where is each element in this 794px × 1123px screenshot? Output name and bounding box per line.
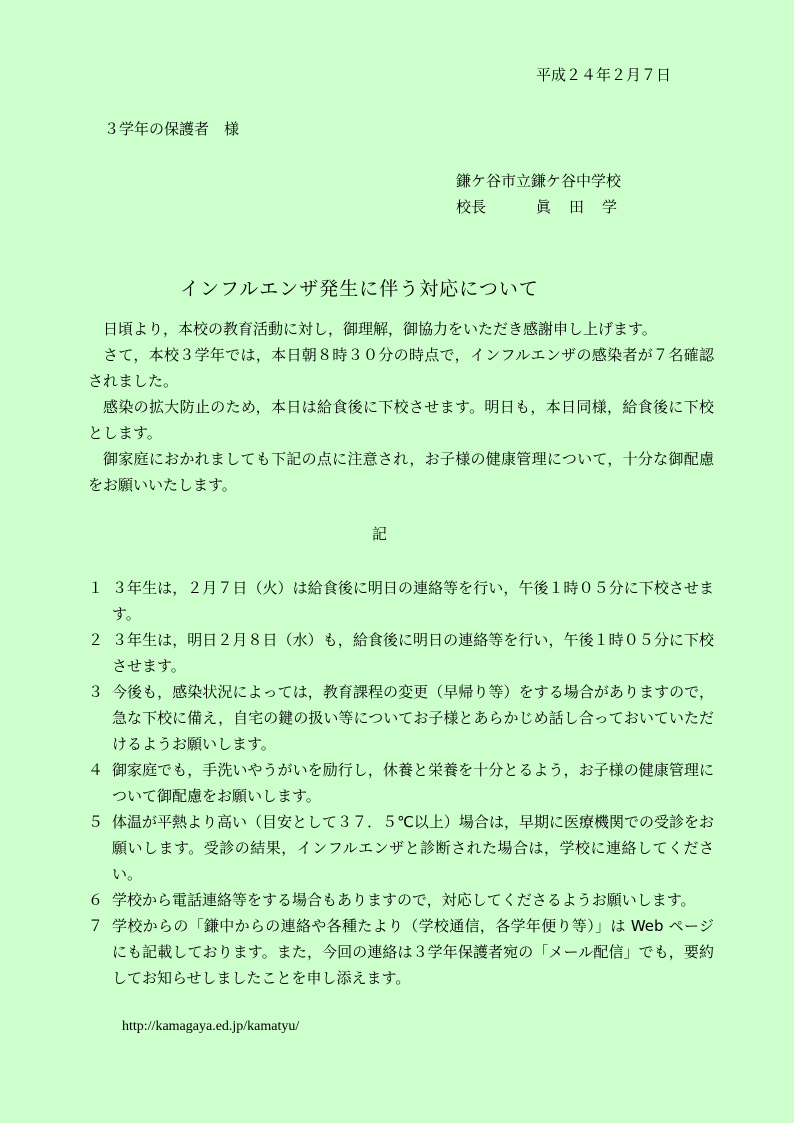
sender-school: 鎌ケ谷市立鎌ケ谷中学校 [456, 172, 622, 190]
list-item [88, 757, 714, 809]
list-item [88, 575, 714, 627]
school-website-link[interactable]: http://kamagaya.ed.jp/kamatyu/ [122, 1019, 300, 1034]
list-item [88, 887, 714, 913]
item-text: 今後も，感染状況によっては，教育課程の変更（早帰り等）をする場合がありますので，急な下校に備え，自宅の鍵の扱い等についてお子様とあらかじめ話し合っておいていただけるようお願いします。 [112, 683, 714, 753]
item-text: ３年生は，２月７日（火）は給食後に明日の連絡等を行い，午後１時０５分に下校させます。 [112, 579, 714, 623]
body-paragraphs [88, 316, 714, 498]
recipient-line: ３学年の保護者 様 [104, 120, 240, 138]
item-number: ４ [88, 761, 104, 779]
item-number: １ [88, 579, 104, 597]
item-text: 体温が平熱より高い（目安として３７．５℃以上）場合は，早期に医療機関での受診をお願いします。受診の結果，インフルエンザと診断された場合は，学校に連絡してください。 [112, 813, 714, 883]
item-number: ３ [88, 683, 104, 701]
list-item [88, 913, 714, 991]
sender-role: 校長 [456, 198, 487, 216]
item-text: 学校からの「鎌中からの連絡や各種たより（学校通信，各学年便り等）」は Web ページにも記載しております。また，今回の連絡は３学年保護者宛の「メール配信」でも，要約してお知らせしましたことを申し添えます。 [112, 917, 714, 987]
item-text: ３年生は，明日２月８日（水）も，給食後に明日の連絡等を行い，午後１時０５分に下校させます。 [112, 631, 714, 675]
item-number: ６ [88, 891, 104, 909]
item-number: ５ [88, 813, 104, 831]
notice-item-list [88, 575, 714, 991]
item-number: ２ [88, 631, 104, 649]
list-item [88, 679, 714, 757]
item-text: 御家庭でも，手洗いやうがいを励行し，休養と栄養を十分とるよう，お子様の健康管理について御配慮をお願いします。 [112, 761, 714, 805]
paragraph: 日頃より，本校の教育活動に対し，御理解，御協力をいただき感謝申し上げます。 [103, 320, 657, 338]
paragraph: さて，本校３学年では，本日朝８時３０分の時点で，インフルエンザの感染者が７名確認されました。 [88, 346, 714, 390]
sender-principal [456, 196, 635, 217]
paragraph: 感染の拡大防止のため，本日は給食後に下校させます。明日も，本日同様，給食後に下校とします。 [88, 398, 714, 442]
paragraph: 御家庭におかれましても下記の点に注意され，お子様の健康管理について，十分な御配慮をお願いいたします。 [88, 450, 714, 494]
document-date: 平成２４年２月７日 [536, 66, 672, 84]
list-item [88, 627, 714, 679]
item-text: 学校から電話連絡等をする場合もありますので，対応してくださるようお願いします。 [112, 891, 696, 909]
document-title: インフルエンザ発生に伴う対応について [180, 278, 539, 300]
item-number: ７ [88, 917, 104, 935]
sender-name: 眞田学 [536, 198, 636, 216]
ki-heading: 記 [372, 525, 388, 543]
list-item [88, 809, 714, 887]
